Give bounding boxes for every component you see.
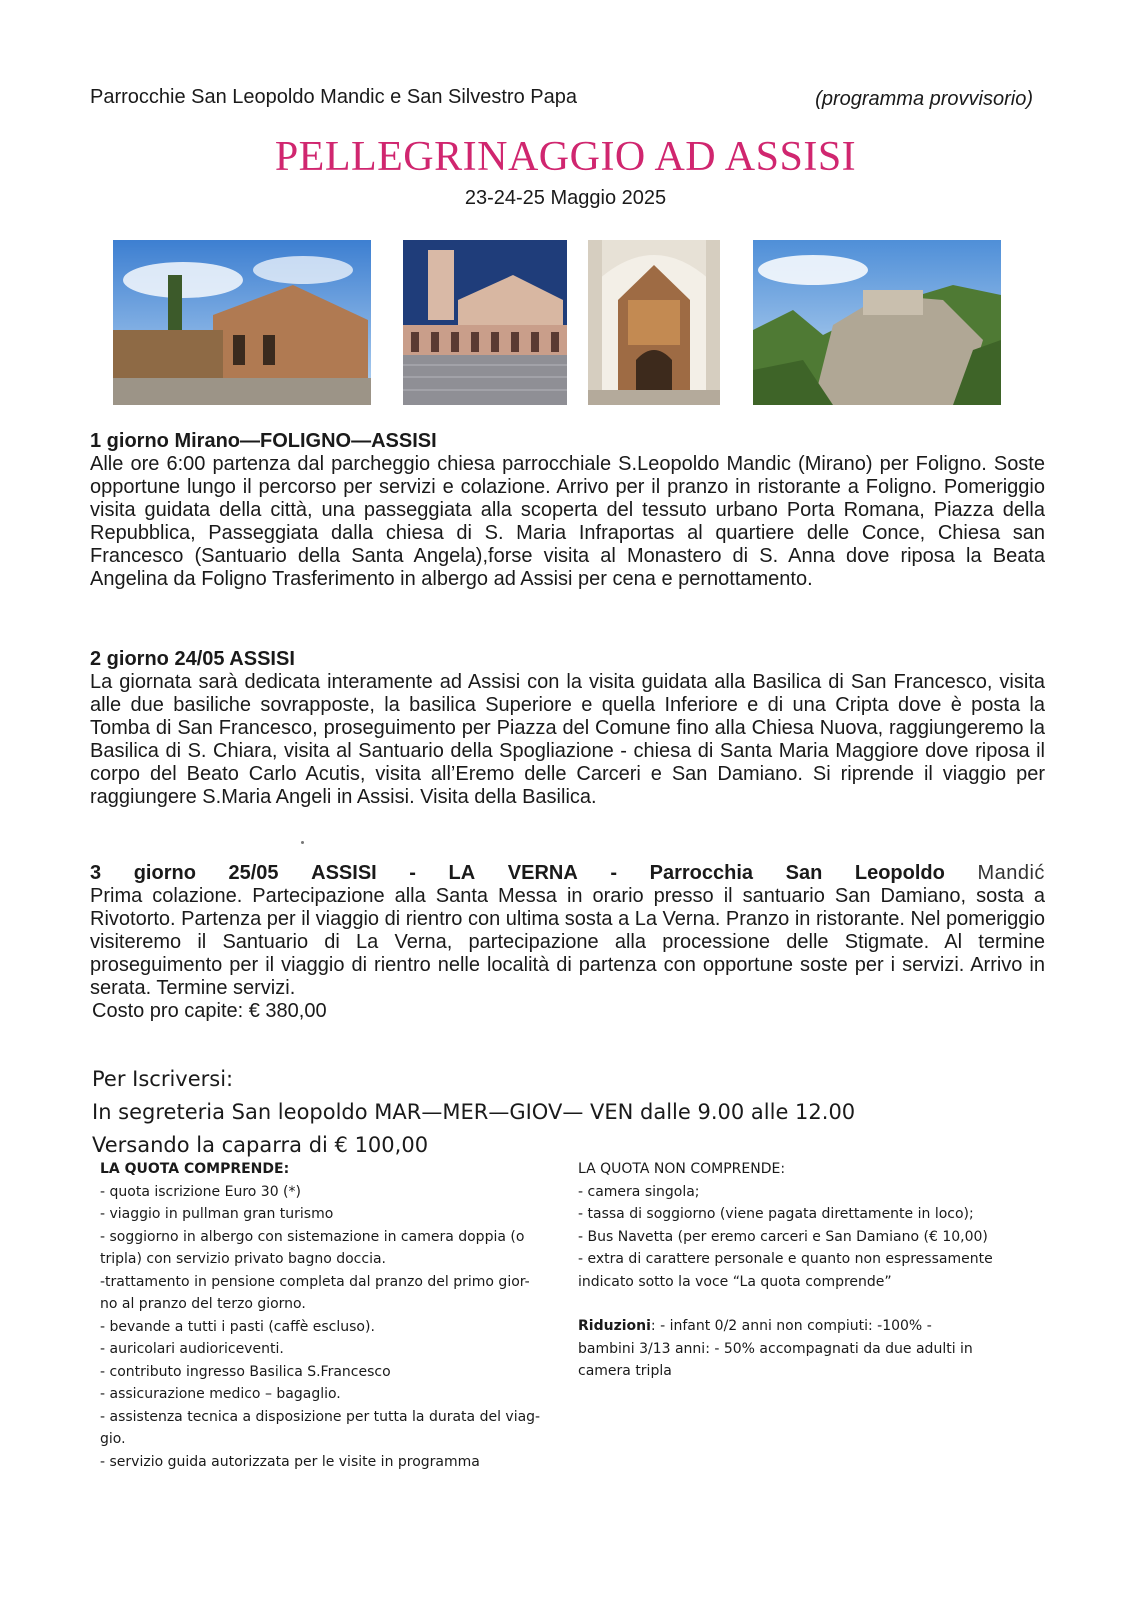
parishes-heading: Parrocchie San Leopoldo Mandic e San Silvestro Papa: [90, 86, 577, 108]
reductions-label: Riduzioni: [578, 1318, 651, 1334]
day3-description: Prima colazione. Partecipazione alla Santa Messa in orario presso il santuario San Damiano, sosta a Rivotorto. Partenza per il viaggio di rientro con ultima sosta a La Verna. Pranzo in ristorante. Nel pomeriggio visiteremo il Santuario di La Verna, partecipazione alla processione delle Stigmate. Al termine proseguimento per il viaggio di rientro nelle località di partenza con opportune soste per i servizi. Arrivo in serata. Termine servizi.: [90, 885, 1045, 999]
day2-description: La giornata sarà dedicata interamente ad Assisi con la visita guidata alla Basilica di San Francesco, visita alle due basiliche sovrapposte, la basilica Superiore e quella Inferiore e di una Cripta dove è posta la Tomba di San Francesco, proseguimento per Piazza del Comune fino alla Chiesa Nuova, raggiungeremo la Basilica di S. Chiara, visita al Santuario della Spogliazione - chiesa di Santa Maria Maggiore dove riposa il corpo del Beato Carlo Acutis, visita all’Eremo delle Carceri e San Damiano. Si riprende il viaggio per raggiungere S.Maria Angeli in Assisi. Visita della Basilica.: [90, 671, 1045, 808]
day1-title: 1 giorno Mirano—FOLIGNO—ASSISI: [90, 430, 437, 452]
excludes-list: [578, 1158, 1033, 1383]
list-item: - Bus Navetta (per eremo carceri e San Damiano (€ 10,00): [578, 1228, 988, 1245]
trip-date: 23-24-25 Maggio 2025: [464, 187, 667, 209]
provisional-note: (programma provvisorio): [815, 88, 1033, 110]
list-item: - viaggio in pullman gran turismo: [100, 1206, 334, 1222]
list-item: - auricolari audioriceventi.: [100, 1341, 284, 1357]
page-title: PELLEGRINAGGIO AD ASSISI: [274, 134, 857, 180]
reductions: [578, 1315, 1033, 1338]
photo-porziuncola: [588, 240, 720, 405]
day3-title: 3 giorno 25/05 ASSISI - LA VERNA - Parrocchia San Leopoldo Mandić: [90, 862, 1045, 884]
excludes-heading: LA QUOTA NON COMPRENDE:: [578, 1161, 786, 1177]
photo-eremo-carceri: [753, 240, 1001, 405]
list-item: - quota iscrizione Euro 30 (*): [100, 1183, 301, 1200]
photo-foligno-church: [113, 240, 371, 405]
list-item: - tassa di soggiorno (viene pagata direttamente in loco);: [578, 1206, 974, 1222]
list-item: - extra di carattere personale e quanto non espressamente: [578, 1251, 993, 1267]
list-item: -trattamento in pensione completa dal pranzo del primo gior-: [100, 1273, 530, 1290]
list-item: - camera singola;: [578, 1183, 700, 1200]
day2-title: 2 giorno 24/05 ASSISI: [90, 648, 295, 670]
reductions-line1: : - infant 0/2 anni non compiuti: -100% -: [650, 1318, 932, 1334]
enroll-office-hours: In segreteria San leopoldo MAR—MER—GIOV— VEN dalle 9.00 alle 12.00: [92, 1100, 856, 1124]
day1-description: Alle ore 6:00 partenza dal parcheggio chiesa parrocchiale S.Leopoldo Mandic (Mirano) per Foligno. Soste opportune lungo il percorso per servizi e colazione. Arrivo per il pranzo in ristorante a Foligno. Pomeriggio visita guidata della città, una passeggiata alla scoperta del tessuto urbano Porta Romana, Piazza della Repubblica, Passeggiata dalla chiesa di S. Maria Infraportas al quartiere delle Conce, Chiesa san Francesco (Santuario della Santa Angela),forse visita al Monastero di S. Anna dove riposa la Beata Angelina da Foligno Trasferimento in albergo ad Assisi per cena e pernottamento.: [90, 453, 1045, 590]
list-item: - assicurazione medico – bagaglio.: [100, 1386, 341, 1402]
enrollment-info: [92, 1063, 855, 1162]
list-item: - servizio guida autorizzata per le visite in programma: [100, 1453, 480, 1470]
cost-per-person: Costo pro capite: € 380,00: [92, 1000, 327, 1022]
list-item: tripla) con servizio privato bagno doccia.: [100, 1251, 386, 1267]
list-item: - soggiorno in albergo con sistemazione in camera doppia (o: [100, 1228, 525, 1245]
list-item: - contributo ingresso Basilica S.Francesco: [100, 1363, 391, 1380]
reductions-line2: bambini 3/13 anni: - 50% accompagnati da due adulti in: [578, 1340, 973, 1357]
list-item: no al pranzo del terzo giorno.: [100, 1296, 306, 1312]
enroll-heading: Per Iscriversi:: [92, 1067, 234, 1091]
reductions-line3: camera tripla: [578, 1363, 672, 1379]
list-item: - bevande a tutti i pasti (caffè escluso).: [100, 1318, 375, 1335]
list-item: - assistenza tecnica a disposizione per tutta la durata del viag-: [100, 1408, 541, 1425]
photo-basilica-san-francesco: [403, 240, 567, 405]
enroll-deposit: Versando la caparra di € 100,00: [92, 1133, 429, 1157]
includes-list: [100, 1158, 570, 1473]
includes-heading: LA QUOTA COMPRENDE:: [100, 1161, 290, 1177]
list-item: indicato sotto la voce “La quota comprende”: [578, 1273, 892, 1290]
scan-speck: [301, 841, 304, 844]
list-item: gio.: [100, 1431, 126, 1447]
